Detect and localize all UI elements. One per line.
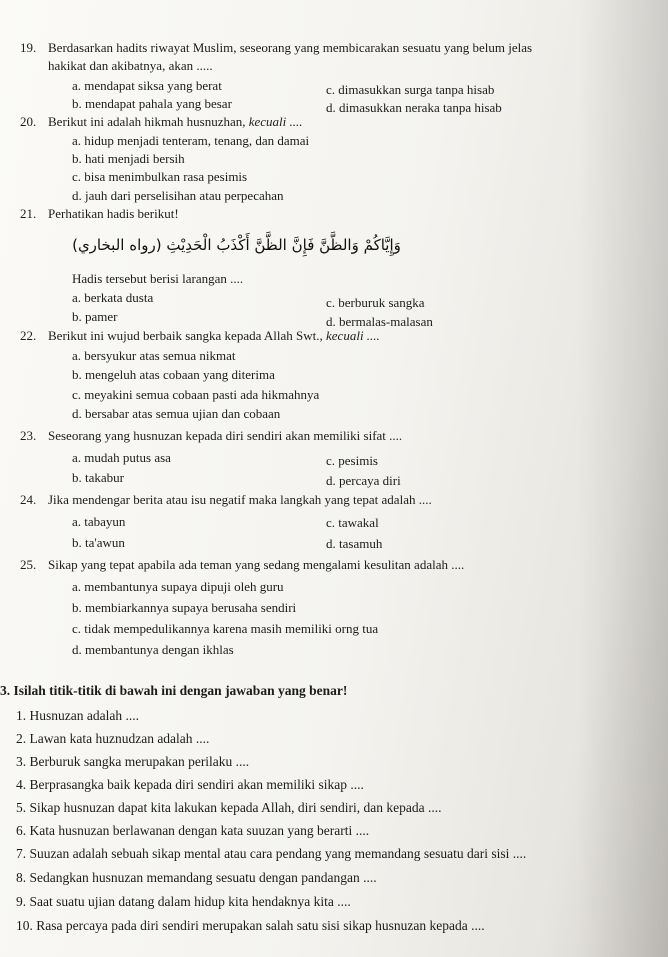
q22-stem-kecuali: kecuali .... bbox=[326, 328, 380, 343]
q21-option-b: b. pamer bbox=[72, 309, 118, 324]
q25-stem: Sikap yang tepat apabila ada teman yang sedang mengalami kesulitan adalah .... bbox=[48, 557, 465, 572]
page-shadow bbox=[578, 0, 668, 957]
q19-option-b: b. mendapat pahala yang besar bbox=[72, 96, 232, 111]
q24-option-d: d. tasamuh bbox=[326, 536, 383, 551]
section-b-heading: 3. Isilah titik-titik di bawah ini dengan jawaban yang benar! bbox=[0, 683, 348, 698]
section-b-item-5: 5. Sikap husnuzan dapat kita lakukan kepada Allah, diri sendiri, dan kepada .... bbox=[16, 800, 442, 815]
q21-followup: Hadis tersebut berisi larangan .... bbox=[72, 271, 244, 286]
q19-number: 19. bbox=[20, 40, 37, 55]
q24-option-c: c. tawakal bbox=[326, 515, 379, 530]
q24-stem: Jika mendengar berita atau isu negatif maka langkah yang tepat adalah .... bbox=[48, 492, 432, 507]
section-b-item-3: 3. Berburuk sangka merupakan perilaku .... bbox=[16, 754, 250, 769]
q24-option-b: b. ta'awun bbox=[72, 535, 125, 550]
q24-number: 24. bbox=[20, 492, 37, 507]
section-b-item-10: 10. Rasa percaya pada diri sendiri merupakan salah satu sisi sikap husnuzan kepada .... bbox=[16, 918, 485, 933]
section-b-item-7: 7. Suuzan adalah sebuah sikap mental atau cara pendang yang memandang sesuatu dari sisi .... bbox=[16, 846, 527, 861]
q22-option-d: d. bersabar atas semua ujian dan cobaan bbox=[72, 406, 281, 421]
q24-option-a: a. tabayun bbox=[72, 514, 126, 529]
q21-option-c: c. berburuk sangka bbox=[326, 295, 425, 310]
q23-number: 23. bbox=[20, 428, 37, 443]
q23-option-a: a. mudah putus asa bbox=[72, 450, 171, 465]
q21-stem: Perhatikan hadis berikut! bbox=[48, 206, 179, 221]
q21-option-d: d. bermalas-malasan bbox=[326, 314, 433, 329]
q23-option-c: c. pesimis bbox=[326, 453, 378, 468]
q22-option-a: a. bersyukur atas semua nikmat bbox=[72, 348, 236, 363]
q21-number: 21. bbox=[20, 206, 37, 221]
q20-option-a: a. hidup menjadi tenteram, tenang, dan damai bbox=[72, 133, 310, 148]
q20-stem-kecuali: kecuali .... bbox=[248, 114, 303, 129]
q21-hadith-arabic: وَإِيَّاكُمْ وَالظَّنَّ فَإِنَّ الظَّنَّ أَكْذَبُ الْحَدِيْثِ (رواه البخاري) bbox=[72, 236, 401, 254]
q19-stem-line1: Berdasarkan hadits riwayat Muslim, seseorang yang membicarakan sesuatu yang belum jelas bbox=[48, 40, 533, 55]
section-b-item-9: 9. Saat suatu ujian datang dalam hidup kita hendaknya kita .... bbox=[16, 894, 351, 909]
q23-stem: Seseorang yang husnuzan kepada diri sendiri akan memiliki sifat .... bbox=[48, 428, 403, 443]
q25-option-b: b. membiarkannya supaya berusaha sendiri bbox=[72, 600, 297, 615]
q22-option-b: b. mengeluh atas cobaan yang diterima bbox=[72, 367, 275, 382]
q23-option-b: b. takabur bbox=[72, 470, 124, 485]
q22-stem-main: Berikut ini wujud berbaik sangka kepada Allah Swt., bbox=[48, 328, 327, 343]
q20-number: 20. bbox=[20, 114, 37, 129]
q20-stem-main: Berikut ini adalah hikmah husnuzhan, bbox=[48, 114, 249, 129]
q25-number: 25. bbox=[20, 557, 37, 572]
q25-option-d: d. membantunya dengan ikhlas bbox=[72, 642, 234, 657]
section-b-item-1: 1. Husnuzan adalah .... bbox=[16, 708, 139, 723]
q19-option-a: a. mendapat siksa yang berat bbox=[72, 78, 222, 93]
q20-stem bbox=[48, 114, 303, 130]
section-b-item-8: 8. Sedangkan husnuzan memandang sesuatu dengan pandangan .... bbox=[16, 870, 377, 885]
q23-option-d: d. percaya diri bbox=[326, 473, 401, 488]
q25-option-c: c. tidak mempedulikannya karena masih memiliki orng tua bbox=[72, 621, 379, 636]
section-b-item-4: 4. Berprasangka baik kepada diri sendiri akan memiliki sikap .... bbox=[16, 777, 364, 792]
q19-stem-line2: hakikat dan akibatnya, akan ..... bbox=[48, 58, 213, 73]
section-b-item-6: 6. Kata husnuzan berlawanan dengan kata suuzan yang berarti .... bbox=[16, 823, 370, 838]
q22-stem bbox=[48, 328, 380, 344]
section-b-item-2: 2. Lawan kata huznudzan adalah .... bbox=[16, 731, 210, 746]
q22-option-c: c. meyakini semua cobaan pasti ada hikmahnya bbox=[72, 387, 320, 402]
q20-option-d: d. jauh dari perselisihan atau perpecahan bbox=[72, 188, 284, 203]
q20-option-c: c. bisa menimbulkan rasa pesimis bbox=[72, 169, 248, 184]
q22-number: 22. bbox=[20, 328, 37, 343]
q19-option-d: d. dimasukkan neraka tanpa hisab bbox=[326, 100, 502, 115]
q19-option-c: c. dimasukkan surga tanpa hisab bbox=[326, 82, 495, 97]
q21-option-a: a. berkata dusta bbox=[72, 290, 154, 305]
q25-option-a: a. membantunya supaya dipuji oleh guru bbox=[72, 579, 284, 594]
q20-option-b: b. hati menjadi bersih bbox=[72, 151, 185, 166]
